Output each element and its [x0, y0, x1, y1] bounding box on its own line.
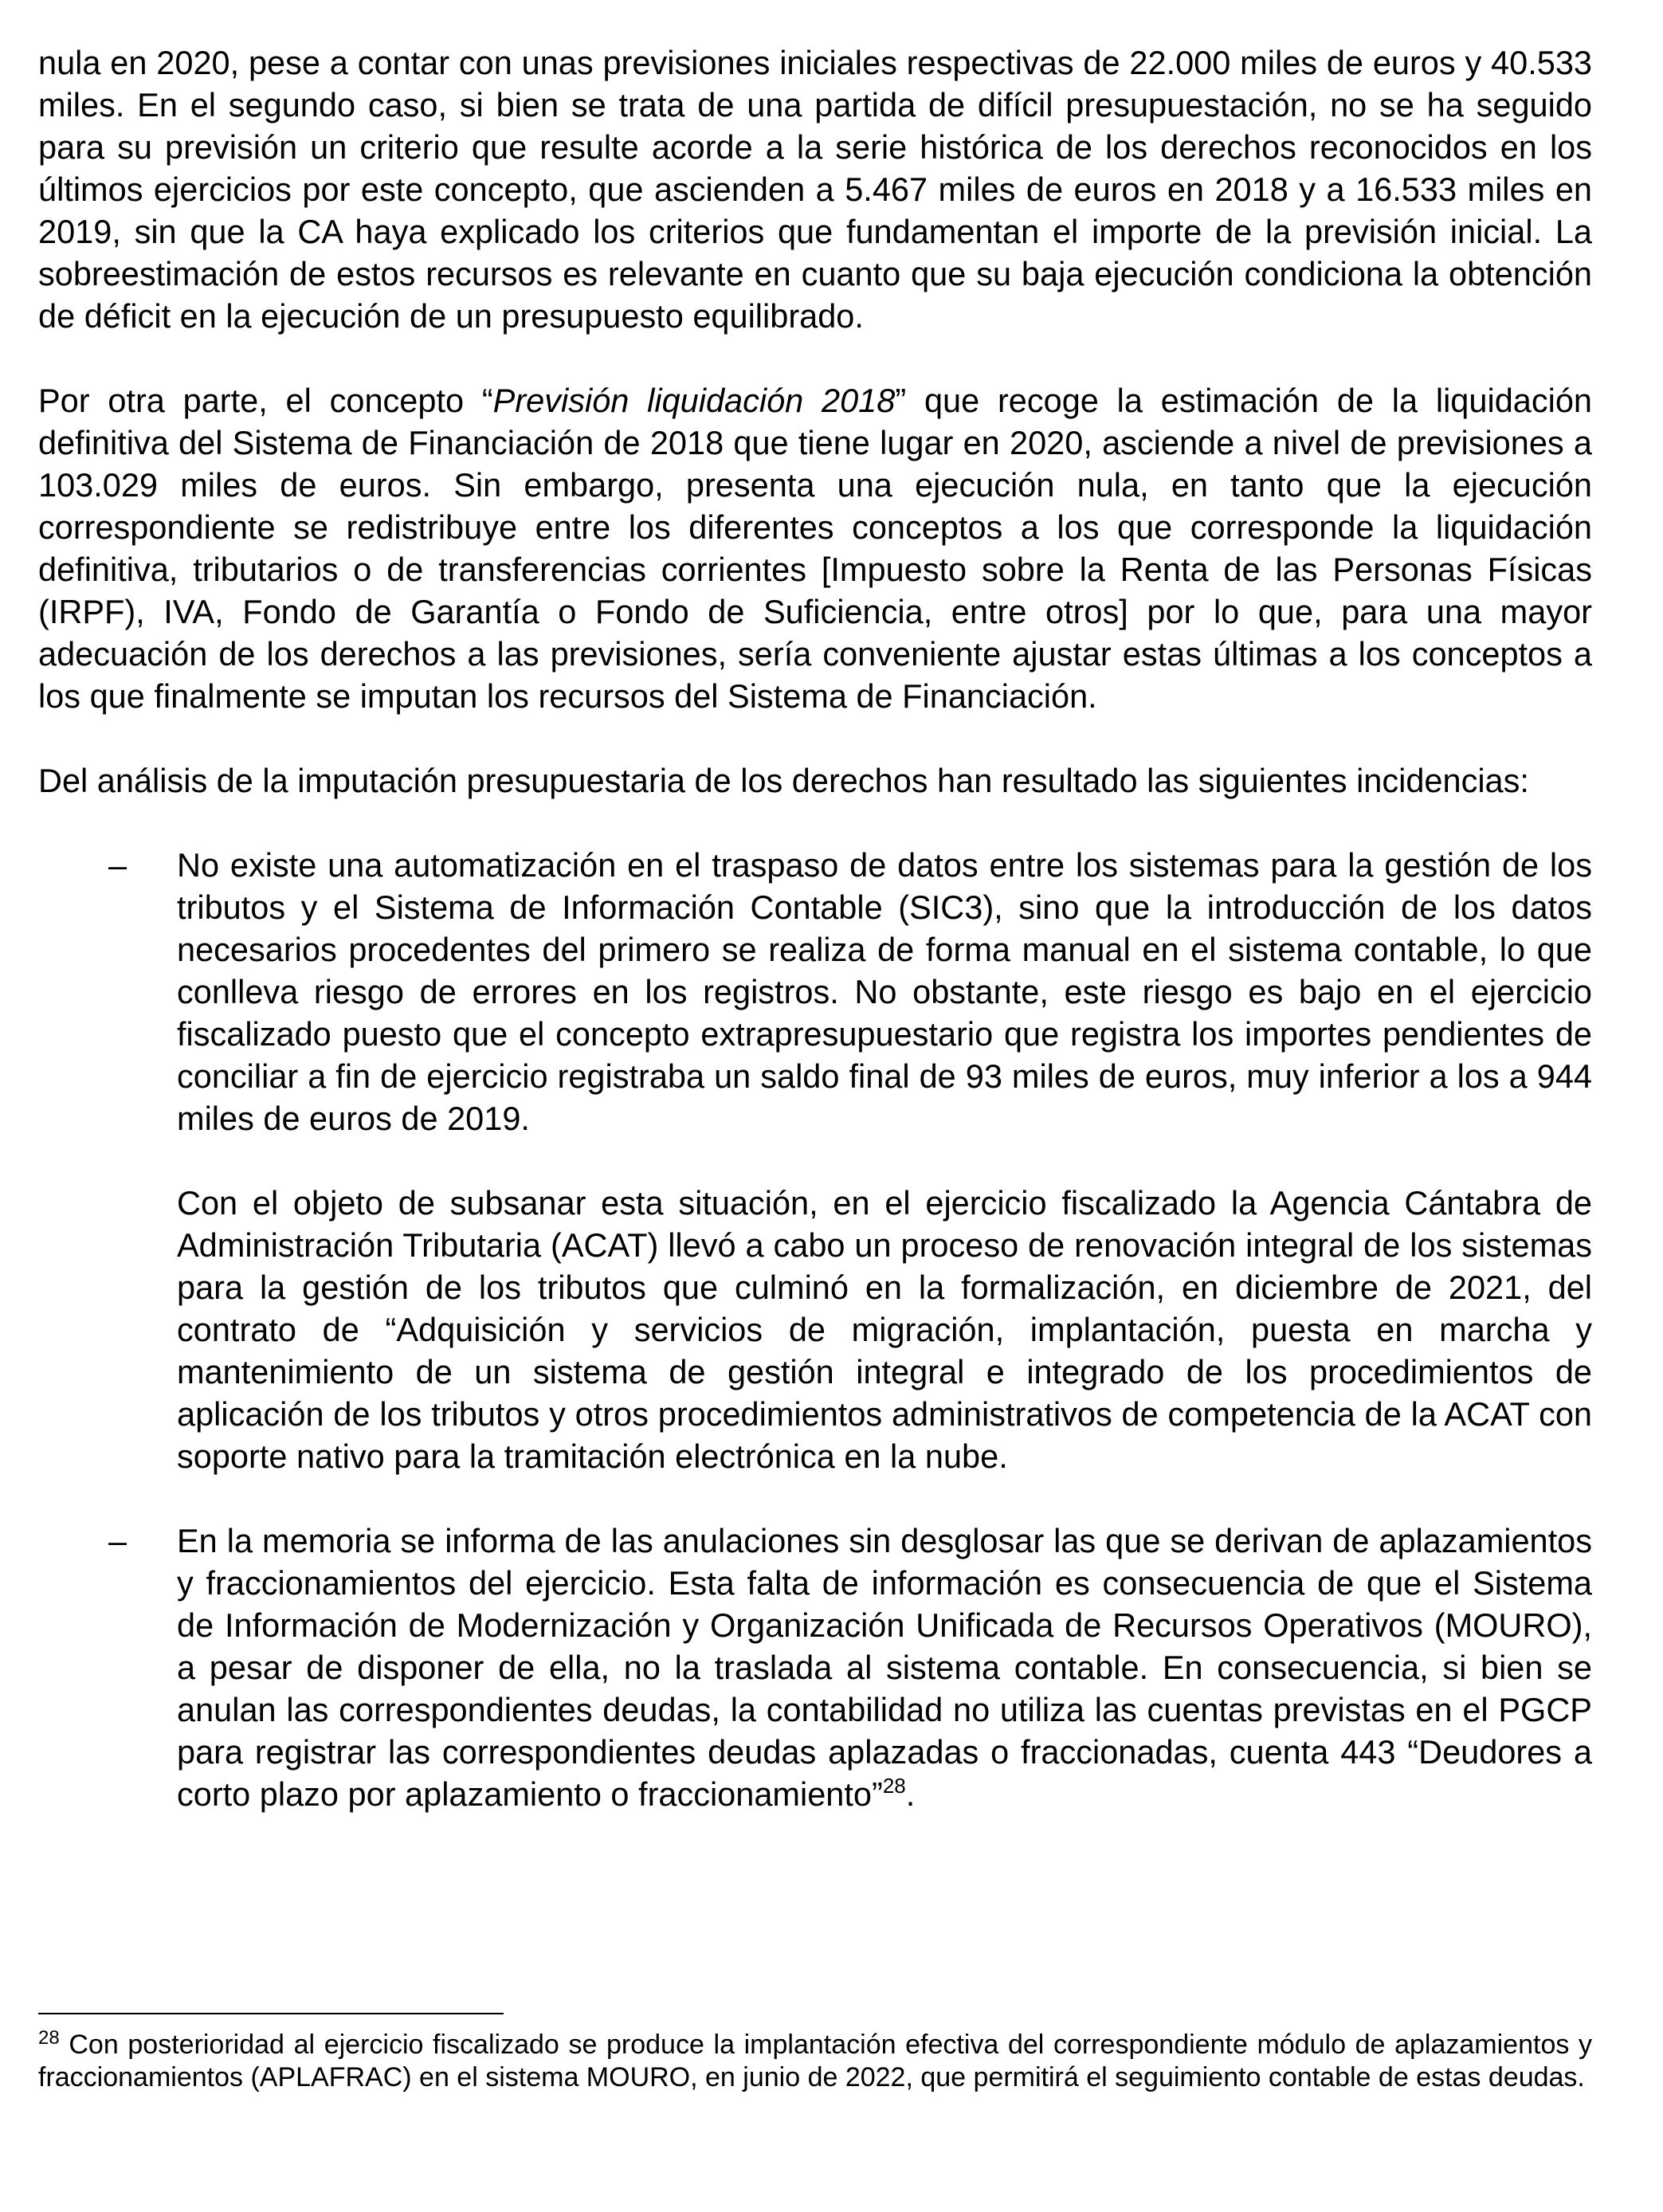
dash-marker: – [108, 846, 127, 884]
paragraph-3: Del análisis de la imputación presupuestaria de los derechos han resultado las siguientes incidencias: [38, 762, 1529, 799]
bullet-2-text [177, 1520, 1592, 1815]
paragraph-2 [38, 379, 1592, 717]
paragraph-1: nula en 2020, pese a contar con unas previsiones iniciales respectivas de 22.000 miles de euros y 40.533 miles. En el segundo caso, si bien se trata de una partida de difícil presupuestación, no se ha seguido para su previsión un criterio que resulte acorde a la serie histórica de los derechos reconocidos en los últimos ejercicios por este concepto, que ascienden a 5.467 miles de euros en 2018 y a 16.533 miles en 2019, sin que la CA haya explicado los criterios que fundamentan el importe de la previsión inicial. La sobreestimación de estos recursos es relevante en cuanto que su baja ejecución condiciona la obtención de déficit en la ejecución de un presupuesto equilibrado. [38, 44, 1592, 335]
bullet-2-end: . [905, 1775, 916, 1813]
bullet-item-2 [38, 1520, 1592, 1815]
concept-name-italic: Previsión liquidación 2018 [492, 382, 896, 419]
bullet-1-text: No existe una automatización en el traspaso de datos entre los sistemas para la gestión de los tributos y el Sistema de Información Contable (SIC3), sino que la introducción de los datos necesarios procedentes del primero se realiza de forma manual en el sistema contable, lo que conlleva riesgo de errores en los registros. No obstante, este riesgo es bajo en el ejercicio fiscalizado puesto que el concepto extrapresupuestario que registra los importes pendientes de conciliar a fin de ejercicio registraba un saldo final de 93 miles de euros, muy inferior a los a 944 miles de euros de 2019. [177, 846, 1592, 1137]
footnote-separator [38, 2013, 504, 2014]
bullet-item-1 [38, 844, 1592, 1477]
bullet-1-followup: Con el objeto de subsanar esta situación, en el ejercicio fiscalizado la Agencia Cántabra de Administración Tributaria (ACAT) llevó a cabo un proceso de renovación integral de los sistemas para la gestión de los tributos que culminó en la formalización, en diciembre de 2021, del contrato de “Adquisición y servicios de migración, implantación, puesta en marcha y mantenimiento de un sistema de gestión integral e integrado de los procedimientos de aplicación de los tributos y otros procedimientos administrativos de competencia de la ACAT con soporte nativo para la tramitación electrónica en la nube. [177, 1184, 1592, 1475]
footnote [38, 2029, 1592, 2094]
footnote-text: Con posterioridad al ejercicio fiscalizado se produce la implantación efectiva del correspondiente módulo de aplazamientos y fraccionamientos (APLAFRAC) en el sistema MOURO, en junio de 2022, que permitirá el seguimiento contable de estas deudas. [38, 2030, 1592, 2092]
bullet-2-body: En la memoria se informa de las anulaciones sin desglosar las que se derivan de aplazamientos y fraccionamientos del ejercicio. Esta falta de información es consecuencia de que el Sistema de Información de Modernización y Organización Unificada de Recursos Operativos (MOURO), a pesar de disponer de ella, no la traslada al sistema contable. En consecuencia, si bien se anulan las correspondientes deudas, la contabilidad no utiliza las cuentas previstas en el PGCP para registrar las correspondientes deudas aplazadas o fraccionadas, cuenta 443 “Deudores a corto plazo por aplazamiento o fraccionamiento” [177, 1522, 1592, 1813]
paragraph-2-start: Por otra parte, el concepto “ [38, 382, 493, 419]
footnote-number: 28 [38, 2027, 60, 2049]
footnote-reference[interactable]: 28 [882, 1774, 906, 1798]
dash-marker: – [108, 1522, 127, 1559]
paragraph-2-rest: ” que recoge la estimación de la liquidación definitiva del Sistema de Financiación de 2018 que tiene lugar en 2020, asciende a nivel de previsiones a 103.029 miles de euros. Sin embargo, presenta una ejecución nula, en tanto que la ejecución correspondiente se redistribuye entre los diferentes conceptos a los que corresponde la liquidación definitiva, tributarios o de transferencias corrientes [Impuesto sobre la Renta de las Personas Físicas (IRPF), IVA, Fondo de Garantía o Fondo de Suficiencia, entre otros] por lo que, para una mayor adecuación de los derechos a las previsiones, sería conveniente ajustar estas últimas a los conceptos a los que finalmente se imputan los recursos del Sistema de Financiación. [38, 382, 1592, 715]
document-body [38, 41, 1592, 1815]
